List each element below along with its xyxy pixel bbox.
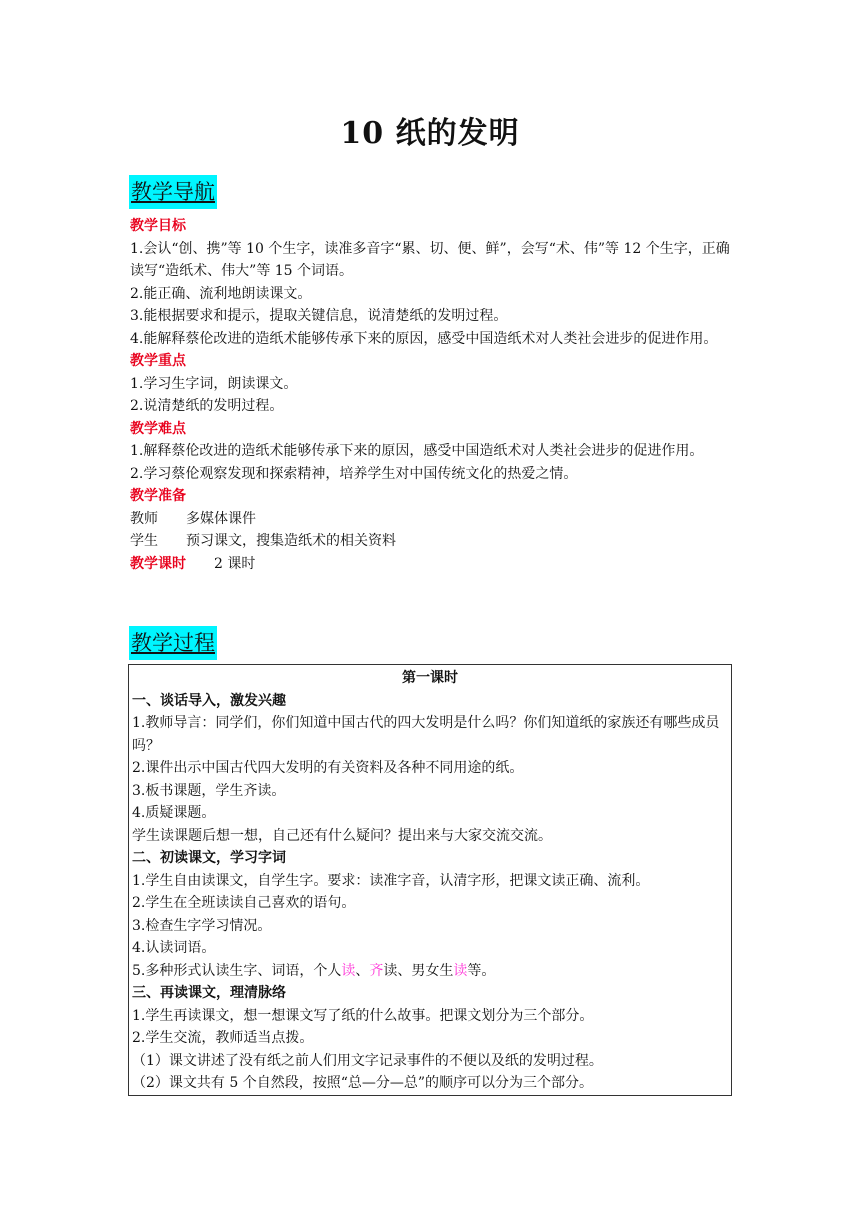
text-segment: 5.多种形式认读生字、词语，个人	[132, 962, 342, 979]
section-one-heading: 一、谈话导入，激发兴趣	[132, 692, 286, 709]
hours-label: 教学课时	[130, 555, 186, 572]
goal-item: 1.会认“创、携”等 10 个生字，读准多音字“累、切、便、鲜”，会写“术、伟”等 12 个生字，正确读写“造纸术、伟大”等 15 个词语。	[130, 240, 730, 279]
teaching-hours	[130, 553, 734, 576]
section-three-item: （1）课文讲述了没有纸之前人们用文字记录事件的不便以及纸的发明过程。	[132, 1052, 603, 1069]
section-one-item: 3.板书课题，学生齐读。	[132, 782, 286, 799]
goals-heading: 教学目标	[130, 218, 186, 234]
goal-item: 2.能正确、流利地朗读课文。	[130, 285, 312, 302]
goal-item: 3.能根据要求和提示，提取关键信息，说清楚纸的发明过程。	[130, 308, 508, 324]
difficulties-heading: 教学难点	[130, 420, 186, 437]
hours-value: 2 课时	[214, 555, 256, 572]
teaching-navigation-heading: 教学导航	[129, 175, 217, 209]
goal-item: 4.能解释蔡伦改进的造纸术能够传承下来的原因，感受中国造纸术对人类社会进步的促进作用。	[130, 330, 718, 347]
student-text: 预习课文，搜集造纸术的相关资料	[186, 533, 396, 549]
section-two-item: 4.认读词语。	[132, 940, 216, 956]
difficulty-item: 2.学习蔡伦观察发现和探索精神，培养学生对中国传统文化的热爱之情。	[130, 465, 578, 482]
student-label: 学生	[130, 533, 158, 549]
section-two-item: 1.学生自由读课文，自学生字。要求：读准字音，认清字形，把课文读正确、流利。	[132, 872, 650, 889]
section-three-item: （2）课文共有 5 个自然段，按照“总—分—总”的顺序可以分为三个部分。	[132, 1075, 594, 1091]
section-three-item: 2.学生交流，教师适当点拨。	[132, 1030, 314, 1046]
lesson-box	[128, 664, 732, 1096]
section-one-item: 4.质疑课题。	[132, 805, 216, 821]
section-three-item: 1.学生再读课文，想一想课文写了纸的什么故事。把课文划分为三个部分。	[132, 1007, 594, 1024]
section-one-item: 2.课件出示中国古代四大发明的有关资料及各种不同用途的纸。	[132, 760, 524, 776]
preparation-teacher	[130, 508, 734, 531]
section-two-item: 3.检查生字学习情况。	[132, 917, 272, 934]
teacher-text: 多媒体课件	[186, 510, 256, 527]
key-point-item: 1.学习生字词，朗读课文。	[130, 375, 298, 392]
section-two-item-5	[132, 960, 728, 983]
lesson-title: 第一课时	[402, 670, 458, 686]
highlight-text: 读	[341, 962, 356, 979]
section-one-item: 学生读课题后想一想，自己还有什么疑问？提出来与大家交流交流。	[132, 827, 552, 844]
key-point-item: 2.说清楚纸的发明过程。	[130, 398, 284, 414]
section-two-item: 2.学生在全班读读自己喜欢的语句。	[132, 895, 356, 911]
teaching-process-heading: 教学过程	[129, 626, 217, 660]
text-segment: 等。	[467, 962, 496, 979]
highlight-text: 读	[453, 962, 468, 979]
difficulty-item: 1.解释蔡伦改进的造纸术能够传承下来的原因，感受中国造纸术对人类社会进步的促进作用。	[130, 443, 704, 459]
teaching-navigation-content	[130, 215, 734, 575]
teacher-label: 教师	[130, 510, 158, 527]
key-points-heading: 教学重点	[130, 353, 186, 369]
highlight-text: 齐	[369, 962, 384, 979]
section-two-heading: 二、初读课文，学习字词	[132, 850, 286, 866]
section-one-item: 1.教师导言：同学们，你们知道中国古代的四大发明是什么吗？你们知道纸的家族还有哪些成员吗？	[132, 715, 720, 754]
text-segment: 、	[355, 962, 370, 979]
text-segment: 读、男女生	[383, 962, 454, 979]
preparation-heading: 教学准备	[130, 488, 186, 504]
section-three-heading: 三、再读课文，理清脉络	[132, 985, 286, 1001]
page-title: 10 纸的发明	[340, 116, 520, 151]
preparation-student	[130, 530, 734, 553]
